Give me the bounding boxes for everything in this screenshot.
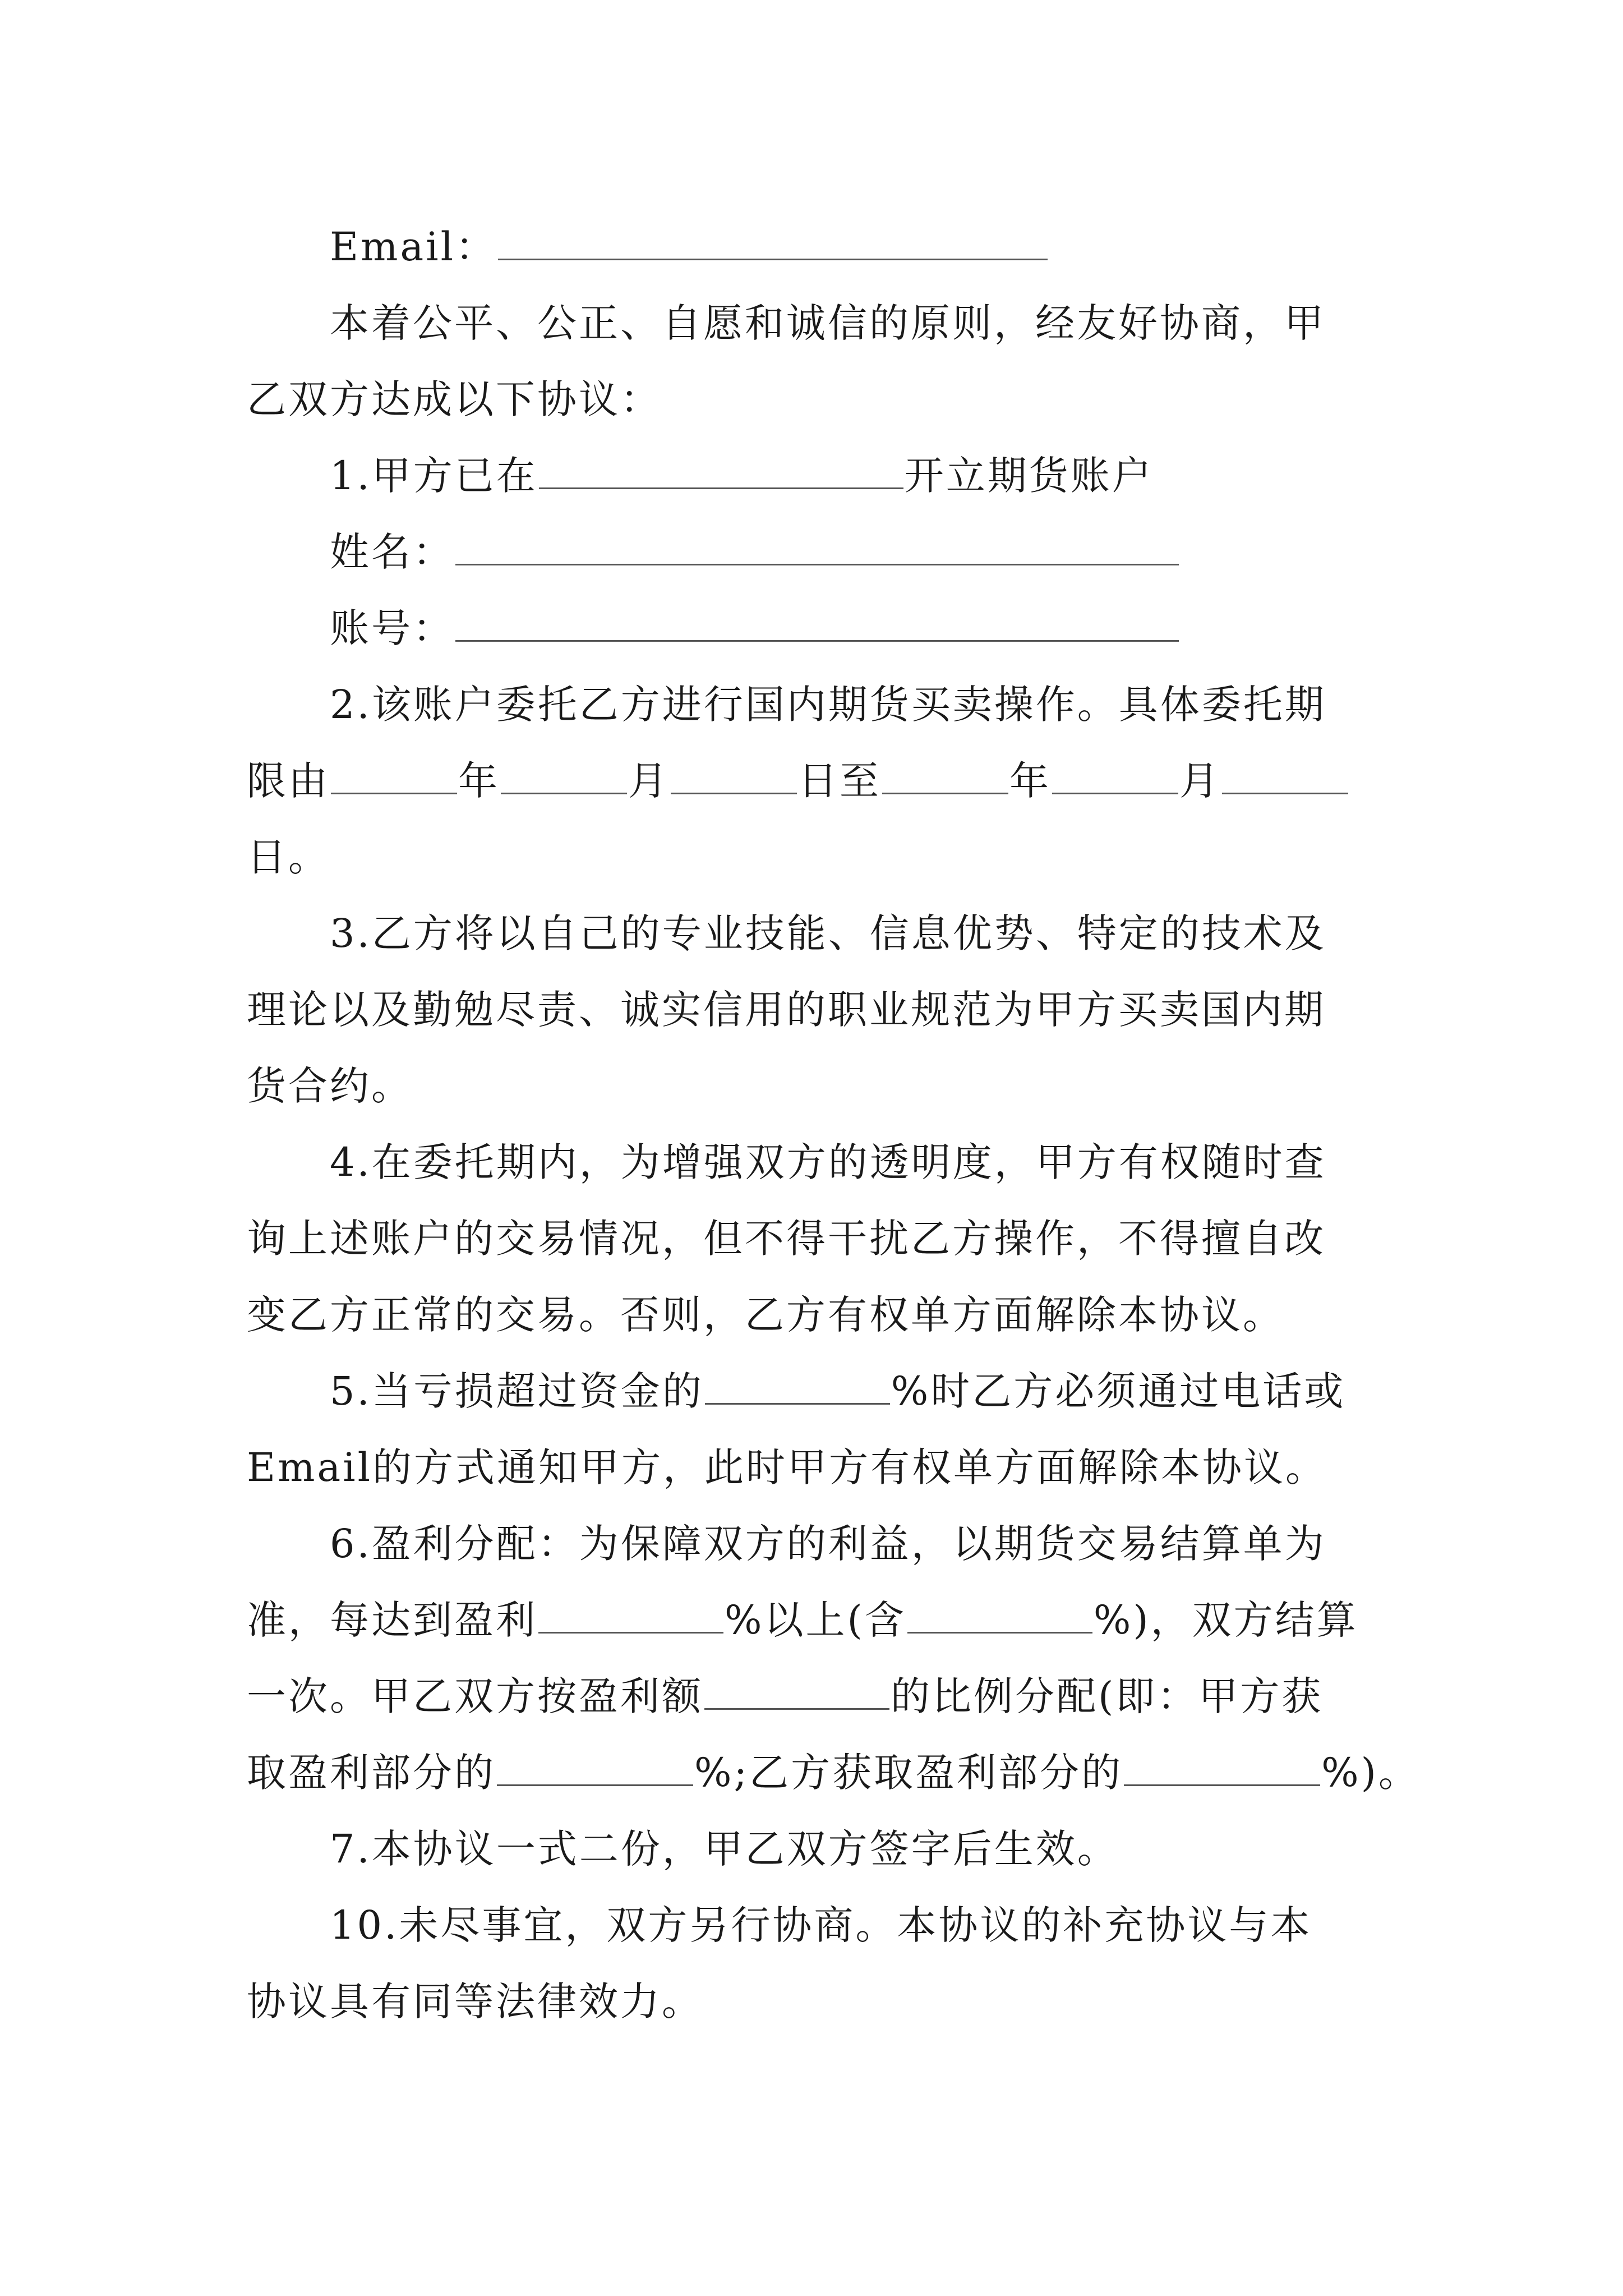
- item-1-suffix: 开立期货账户: [904, 453, 1154, 499]
- item-2-line-1: 2.该账户委托乙方进行国内期货买卖操作。具体委托期: [330, 682, 1326, 728]
- start-year-label: 年: [458, 758, 500, 804]
- item-3-line-3: 货合约。: [247, 1063, 413, 1109]
- end-day-blank[interactable]: [1222, 753, 1348, 794]
- item-6-l3-prefix: 一次。甲乙双方按盈利额: [247, 1673, 703, 1719]
- intro-line-2: 乙双方达成以下协议：: [247, 376, 662, 422]
- item-6-l4-mid: %;乙方获取盈利部分的: [694, 1750, 1123, 1796]
- email-label: Email：: [330, 224, 497, 270]
- end-month-label: 月: [1179, 758, 1221, 804]
- name-line: [247, 514, 1385, 590]
- item-4-line-3: 变乙方正常的交易。否则，乙方有权单方面解除本协议。: [247, 1292, 1284, 1338]
- item-4-line-2: 询上述账户的交易情况，但不得干扰乙方操作，不得擅自改: [247, 1216, 1326, 1262]
- item-2-prefix: 限由: [247, 758, 330, 804]
- item-5-line-1: [247, 1353, 1385, 1429]
- name-label: 姓名：: [330, 529, 454, 575]
- item-6-l4-suffix: %)。: [1321, 1750, 1420, 1796]
- item-10-line-1: 10.未尽事宜，双方另行协商。本协议的补充协议与本: [330, 1902, 1312, 1948]
- item-6-l2-mid: %以上(含: [725, 1597, 906, 1643]
- email-line: [247, 209, 1385, 285]
- item-6-line-3: [247, 1658, 1385, 1734]
- ratio-blank[interactable]: [704, 1669, 889, 1710]
- item-4-line-1: 4.在委托期内，为增强双方的透明度，甲方有权随时查: [330, 1139, 1326, 1185]
- item-6-line-1: 6.盈利分配：为保障双方的利益，以期货交易结算单为: [330, 1521, 1326, 1567]
- item-1-line: [247, 438, 1385, 514]
- item-10-line-2: 协议具有同等法律效力。: [247, 1978, 703, 2024]
- day-to-label: 日至: [798, 758, 881, 804]
- item-6-line-4: [247, 1734, 1420, 1811]
- item-6-l2-prefix: 准，每达到盈利: [247, 1597, 537, 1643]
- item-6-l2-suffix: %)，双方结算: [1093, 1597, 1358, 1643]
- item-5-prefix: 5.当亏损超过资金的: [330, 1368, 704, 1414]
- party-b-share-blank[interactable]: [1124, 1745, 1320, 1786]
- party-a-share-blank[interactable]: [497, 1745, 693, 1786]
- end-month-blank[interactable]: [1052, 753, 1178, 794]
- item-3-line-1: 3.乙方将以自己的专业技能、信息优势、特定的技术及: [330, 910, 1326, 956]
- start-month-label: 月: [628, 758, 670, 804]
- account-label: 账号：: [330, 605, 454, 651]
- name-blank[interactable]: [455, 524, 1179, 565]
- item-2-line-3: 日。: [247, 834, 330, 880]
- item-6-line-2: [247, 1582, 1385, 1658]
- item-1-prefix: 1.甲方已在: [330, 453, 538, 499]
- account-blank[interactable]: [455, 601, 1179, 642]
- item-5-suffix: %时乙方必须通过电话或: [891, 1368, 1346, 1414]
- item-6-l4-prefix: 取盈利部分的: [247, 1750, 496, 1796]
- item-2-line-2: [247, 743, 1385, 819]
- institution-blank[interactable]: [539, 448, 903, 489]
- item-3-line-2: 理论以及勤勉尽责、诚实信用的职业规范为甲方买卖国内期: [247, 987, 1326, 1033]
- agreement-body: [247, 209, 1420, 2040]
- email-blank[interactable]: [498, 219, 1048, 260]
- profit-threshold-blank[interactable]: [538, 1593, 723, 1634]
- account-line: [247, 590, 1385, 666]
- loss-percent-blank[interactable]: [705, 1364, 890, 1405]
- item-7-line-1: 7.本协议一式二份，甲乙双方签字后生效。: [330, 1826, 1119, 1872]
- intro-line-1: 本着公平、公正、自愿和诚信的原则，经友好协商，甲: [330, 300, 1326, 346]
- start-day-blank[interactable]: [671, 753, 797, 794]
- end-year-blank[interactable]: [882, 753, 1008, 794]
- item-6-l3-suffix: 的比例分配(即：甲方获: [891, 1673, 1324, 1719]
- profit-threshold-inclusive-blank[interactable]: [907, 1593, 1092, 1634]
- item-5-line-2: Email的方式通知甲方，此时甲方有权单方面解除本协议。: [247, 1444, 1327, 1490]
- end-year-label: 年: [1009, 758, 1051, 804]
- start-month-blank[interactable]: [501, 753, 627, 794]
- start-year-blank[interactable]: [331, 753, 457, 794]
